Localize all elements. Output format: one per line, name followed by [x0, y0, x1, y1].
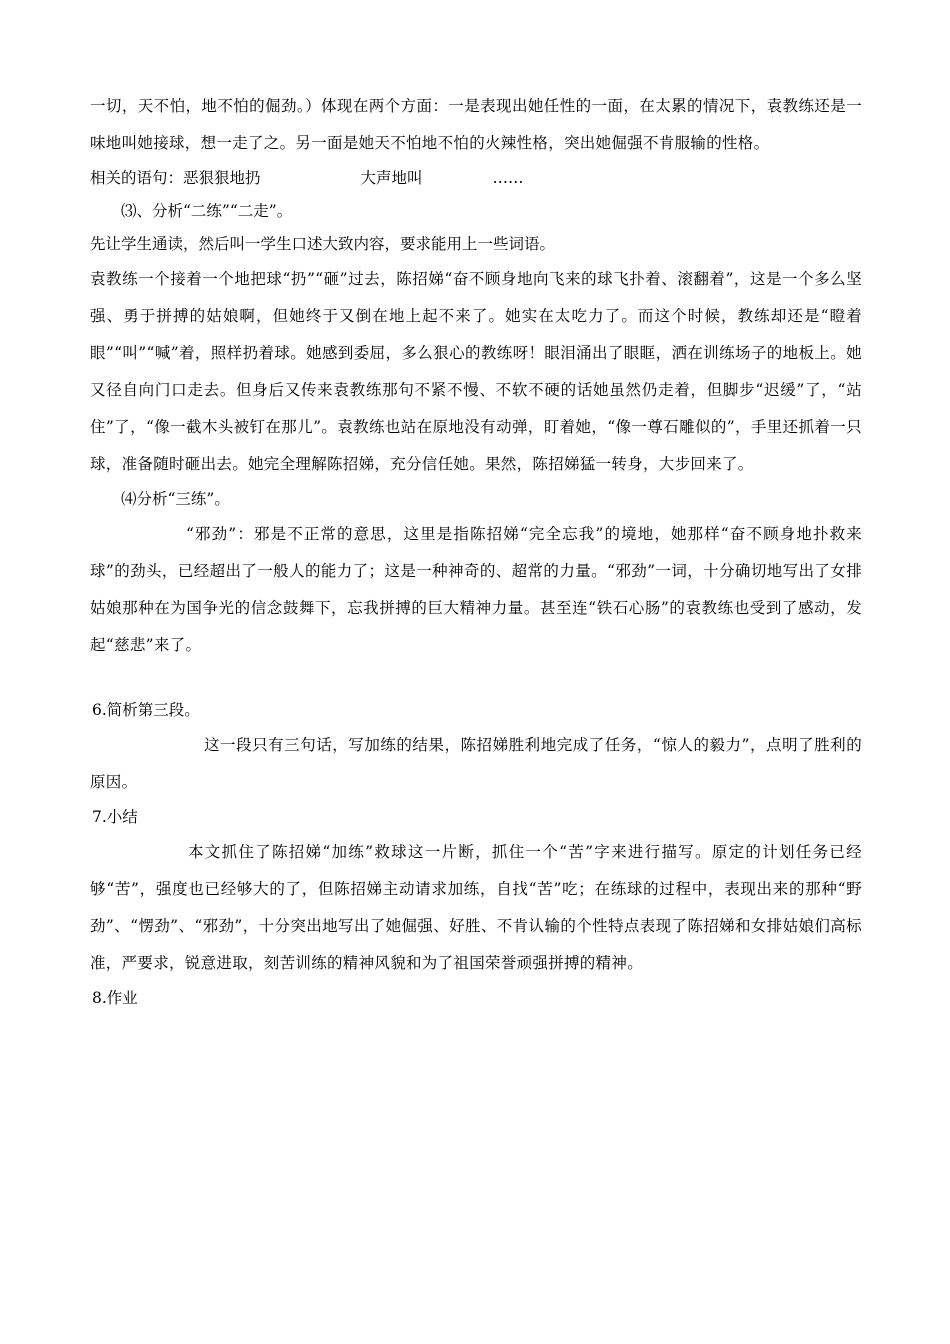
related-ellipsis: ……	[492, 169, 524, 187]
related-mid: 大声地叫	[360, 169, 423, 187]
spacer	[90, 664, 862, 694]
related-label: 相关的语句：恶狠狠地扔	[90, 169, 261, 187]
section-8-heading: 8.作业	[92, 989, 138, 1007]
section-6-heading: 6.简析第三段。	[92, 701, 200, 719]
section-3-heading: ⑶、分析“二练”“二走”。	[121, 202, 293, 220]
section-3-body: 袁教练一个接着一个地把球“扔”“砸”过去，陈招娣“奋不顾身地向飞来的球飞扑着、滚翻着”，这是一个多么坚强、勇于拼搏的姑娘啊，但她终于又倒在地上起不来了。她实在太吃力了。而这个时候，教练却还是“瞪着眼”“叫”“喊”着，照样扔着球。她感到委屈，多么狠心的教练呀！眼泪涌出了眼眶，洒在训练场子的地板上。她又径自向门口走去。但身后又传来袁教练那句不紧不慢、不软不硬的话她虽然仍走着，但脚步“迟缓”了，“站住”了，“像一截木头被钉在那儿”。袁教练也站在原地没有动弹，盯着她，“像一尊石雕似的”，手里还抓着一只球，准备随时砸出去。她完全理解陈招娣，充分信任她。果然，陈招娣猛一转身，大步回来了。	[90, 270, 862, 473]
section-4-heading: ⑷分析“三练”。	[121, 490, 230, 508]
section-3-intro: 先让学生通读，然后叫一学生口述大致内容，要求能用上一些词语。	[90, 235, 556, 253]
section-7-body: 本文抓住了陈招娣“加练”救球这一片断，抓住一个“苦”字来进行描写。原定的计划任务已经够“苦”，强度也已经够大的了，但陈招娣主动请求加练，自找“苦”吃；在练球的过程中，表现出来的那种“野劲”、“愣劲”、“邪劲”，十分突出地写出了她倔强、好胜、不肯认输的个性特点表现了陈招娣和女排姑娘们高标准，严要求，锐意进取，刻苦训练的精神风貌和为了祖国荣誉顽强拼搏的精神。	[90, 843, 862, 972]
section-7-heading: 7.小结	[92, 808, 138, 826]
related-sentences	[90, 162, 862, 195]
document-page	[90, 88, 862, 1015]
paragraph-character-analysis: 一切，天不怕，地不怕的倔劲。）体现在两个方面：一是表现出她任性的一面，在太累的情况下，袁教练还是一味地叫她接球，想一走了之。另一面是她天不怕地不怕的火辣性格，突出她倔强不肯服输的性格。	[90, 97, 862, 152]
section-6-body: 这一段只有三句话，写加练的结果，陈招娣胜利地完成了任务，“惊人的毅力”，点明了胜利的原因。	[90, 736, 862, 791]
section-4-body: “邪劲”：邪是不正常的意思，这里是指陈招娣“完全忘我”的境地，她那样“奋不顾身地扑救来球”的劲头，已经超出了一般人的能力了；这是一种神奇的、超常的力量。“邪劲”一词，十分确切地写出了女排姑娘那种在为国争光的信念鼓舞下，忘我拼搏的巨大精神力量。甚至连“铁石心肠”的袁教练也受到了感动，发起“慈悲”来了。	[90, 525, 862, 654]
